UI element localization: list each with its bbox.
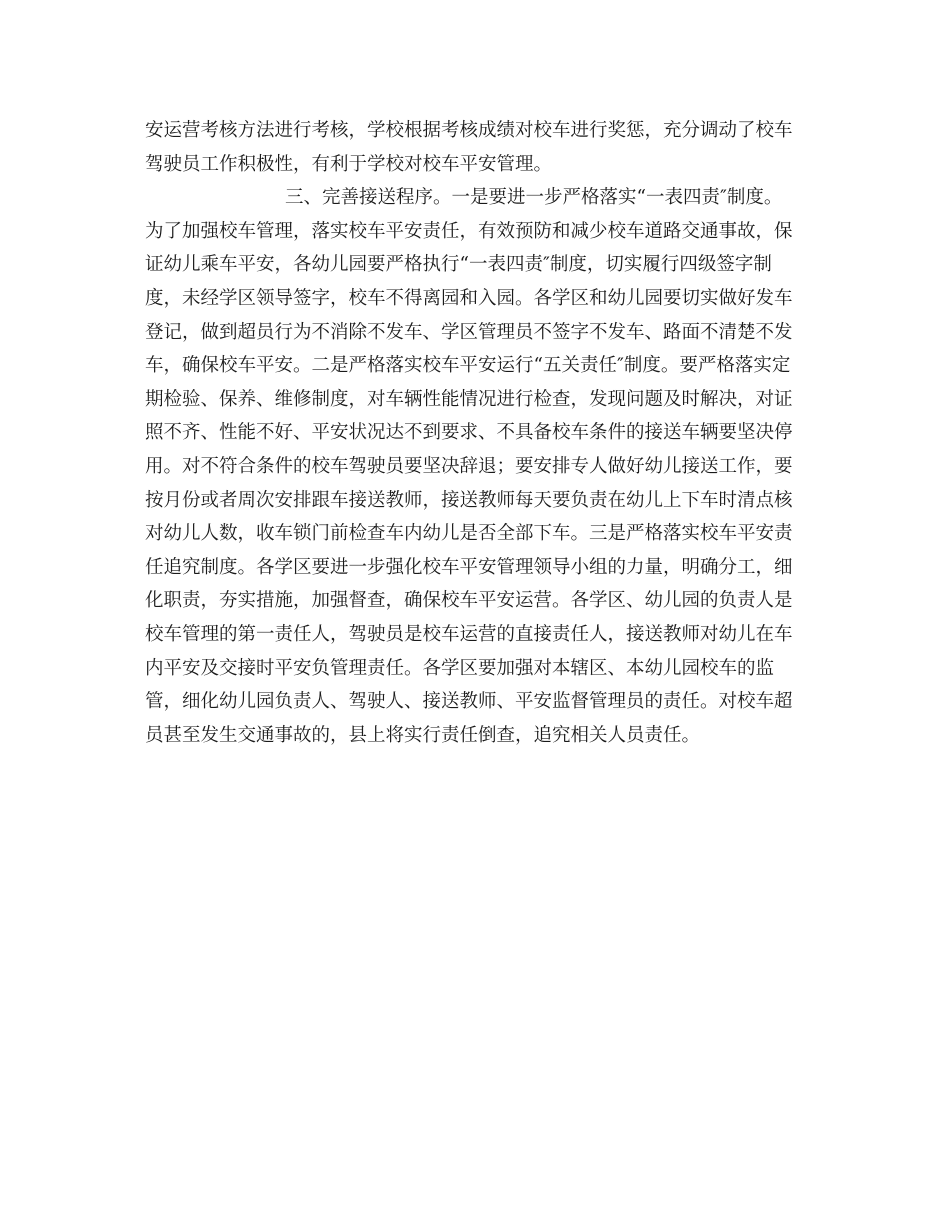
- body-text: [145, 114, 815, 752]
- section-heading-line: 三、完善接送程序。一是要进一步严格落实“一表四责″制度。: [285, 187, 783, 209]
- text-line: 驾驶员工作积极性，有利于学校对校车平安管理。: [145, 153, 553, 175]
- text-line: 校车管理的第一责任人，驾驶员是校车运营的直接责任人，接送教师对幼儿在车: [145, 623, 793, 645]
- text-line: 内平安及交接时平安负管理责任。各学区要加强对本辖区、本幼儿园校车的监: [145, 657, 775, 679]
- text-line: 员甚至发生交通事故的，县上将实行责任倒查，追究相关人员责任。: [145, 724, 701, 746]
- text-line: 期检验、保养、维修制度，对车辆性能情况进行检查，发现问题及时解决，对证: [145, 388, 793, 410]
- text-line: 证幼儿乘车平安，各幼儿园要严格执行“一表四责″制度，切实履行四级签字制: [145, 254, 772, 276]
- text-line: 照不齐、性能不好、平安状况达不到要求、不具备校车条件的接送车辆要坚决停: [145, 422, 793, 444]
- text-line: 用。对不符合条件的校车驾驶员要坚决辞退；要安排专人做好幼儿接送工作，要: [145, 455, 793, 477]
- text-line: 安运营考核方法进行考核，学校根据考核成绩对校车进行奖惩，充分调动了校车: [145, 120, 793, 141]
- text-line: 任追究制度。各学区要进一步强化校车平安管理领导小组的力量，明确分工，细: [145, 556, 793, 578]
- text-line: 车，确保校车平安。二是严格落实校车平安运行“五关责任″制度。要严格落实定: [145, 355, 791, 377]
- text-line: 对幼儿人数，收车锁门前检查车内幼儿是否全部下车。三是严格落实校车平安责: [145, 523, 793, 545]
- text-line: 管，细化幼儿园负责人、驾驶人、接送教师、平安监督管理员的责任。对校车超: [145, 691, 793, 713]
- text-line: 按月份或者周次安排跟车接送教师，接送教师每天要负责在幼儿上下车时清点核: [145, 489, 793, 511]
- text-line: 化职责，夯实措施，加强督查，确保校车平安运营。各学区、幼儿园的负责人是: [145, 590, 793, 612]
- text-line: 为了加强校车管理，落实校车平安责任，有效预防和减少校车道路交通事故，保: [145, 220, 793, 242]
- text-line: 登记，做到超员行为不消除不发车、学区管理员不签字不发车、路面不清楚不发: [145, 321, 793, 343]
- text-line: 度，未经学区领导签字，校车不得离园和入园。各学区和幼儿园要切实做好发车: [145, 287, 793, 309]
